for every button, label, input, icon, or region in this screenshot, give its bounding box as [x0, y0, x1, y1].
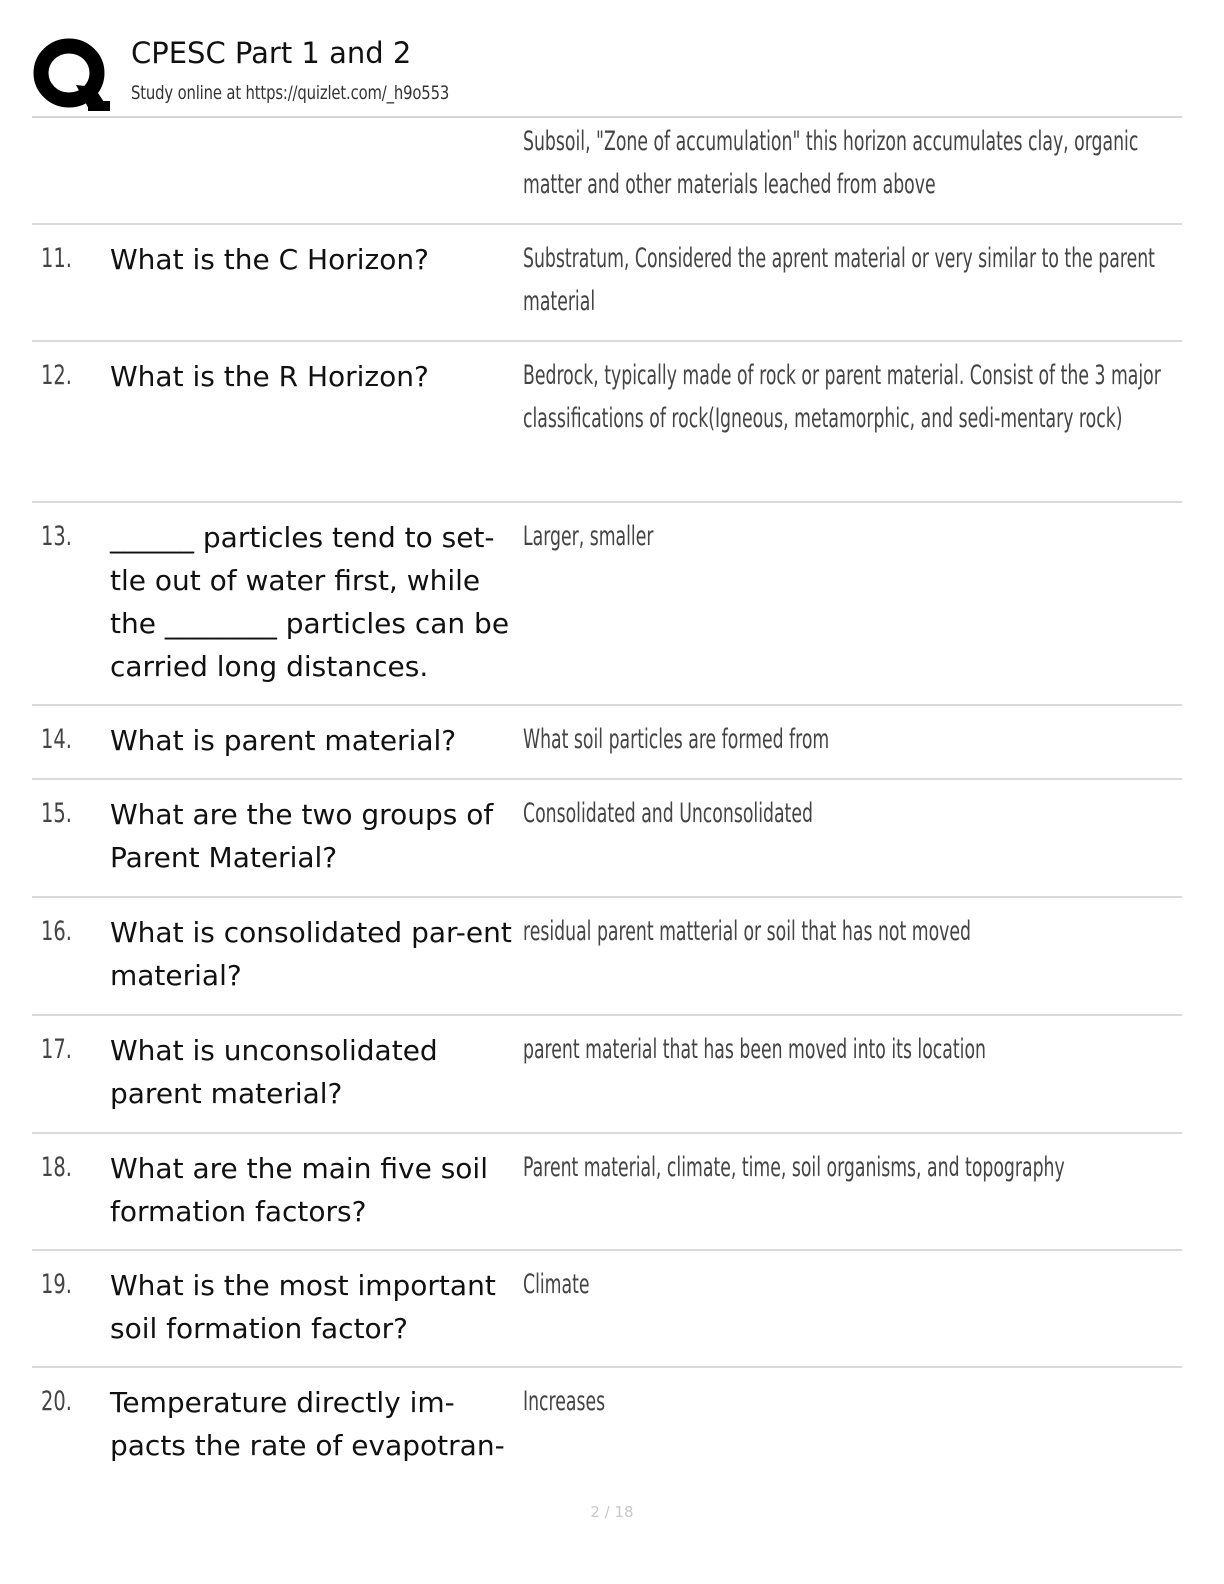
card-term: What is parent material?	[110, 724, 457, 757]
card-row	[32, 503, 1182, 706]
card-definition: Parent material, climate, time, soil organisms, and topography	[523, 1152, 1065, 1183]
quizlet-logo-icon	[32, 35, 112, 115]
card-term: What is the most important soil formation factor?	[110, 1269, 496, 1345]
card-term: What are the main five soil formation factors?	[110, 1152, 488, 1228]
card-term: Temperature directly im-pacts the rate of evapotran-	[110, 1386, 505, 1462]
card-term: What is the C Horizon?	[110, 243, 429, 276]
card-row	[32, 1016, 1182, 1134]
card-definition: Increases	[523, 1386, 606, 1417]
card-number: 17.	[41, 1034, 72, 1065]
card-number: 13.	[41, 521, 72, 552]
card-row	[32, 342, 1182, 503]
page-number: 2 / 18	[590, 1503, 634, 1521]
page-header	[32, 30, 1182, 118]
card-row	[32, 780, 1182, 898]
card-term: What are the two groups of Parent Material?	[110, 798, 494, 874]
card-row	[32, 118, 1182, 225]
card-definition: What soil particles are formed from	[523, 724, 830, 755]
card-row	[32, 898, 1182, 1016]
card-term: What is consolidated par-ent material?	[110, 916, 512, 992]
card-number: 19.	[41, 1269, 72, 1300]
card-definition: Consolidated and Unconsolidated	[523, 798, 813, 829]
card-number: 16.	[41, 916, 72, 947]
card-definition: Climate	[523, 1269, 590, 1300]
deck-title: CPESC Part 1 and 2	[131, 36, 412, 70]
card-term: ______ particles tend to set-tle out of water first, while the ________ particles can be carried long distances.	[110, 521, 510, 683]
card-number: 12.	[41, 360, 72, 391]
card-term: What is unconsolidated parent material?	[110, 1034, 438, 1110]
card-definition: Substratum, Considered the aprent material or very similar to the parent material	[523, 243, 1155, 317]
card-term: What is the R Horizon?	[110, 360, 429, 393]
card-definition: Bedrock, typically made of rock or parent material. Consist of the 3 major classifications of rock(Igneous, metamorphic, and sedi-mentary rock)	[523, 360, 1161, 434]
card-row	[32, 225, 1182, 342]
card-number: 18.	[41, 1152, 72, 1183]
card-row	[32, 1134, 1182, 1251]
card-number: 11.	[41, 243, 72, 274]
card-number: 15.	[41, 798, 72, 829]
card-definition: residual parent matterial or soil that has not moved	[523, 916, 971, 947]
card-row	[32, 706, 1182, 780]
card-number: 20.	[41, 1386, 72, 1417]
card-definition: parent material that has been moved into its location	[523, 1034, 986, 1065]
card-definition: Subsoil, "Zone of accumulation" this horizon accumulates clay, organic matter and other materials leached from above	[523, 126, 1139, 200]
card-number: 14.	[41, 724, 72, 755]
card-row	[32, 1251, 1182, 1368]
study-online-link[interactable]: Study online at https://quizlet.com/_h9o553	[131, 82, 450, 104]
card-row	[32, 1368, 1182, 1478]
flashcard-list	[32, 118, 1182, 1478]
card-definition: Larger, smaller	[523, 521, 654, 552]
